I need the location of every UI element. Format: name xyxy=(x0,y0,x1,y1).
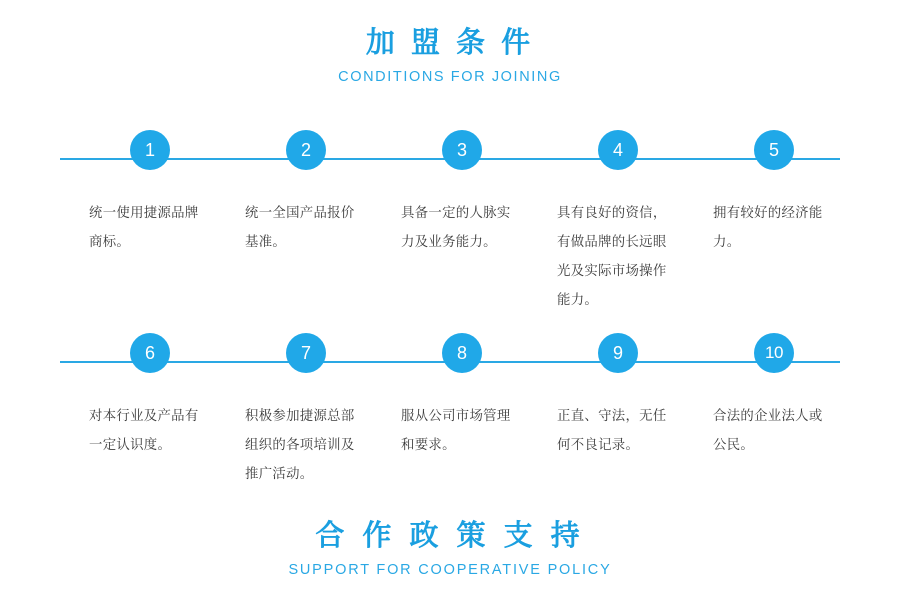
bottom-heading-block xyxy=(0,519,900,578)
step-description: 统一使用捷源品牌商标。 xyxy=(89,205,199,249)
step-item xyxy=(372,333,528,452)
step-description: 服从公司市场管理和要求。 xyxy=(401,408,511,452)
step-item xyxy=(60,130,216,249)
step-item xyxy=(372,130,528,249)
step-number-badge: 6 xyxy=(130,333,170,373)
step-item xyxy=(216,130,372,249)
step-number-badge: 9 xyxy=(598,333,638,373)
step-item xyxy=(528,130,684,307)
step-description: 统一全国产品报价基准。 xyxy=(245,205,355,249)
step-number-badge: 1 xyxy=(130,130,170,170)
step-number-badge: 4 xyxy=(598,130,638,170)
step-description: 具有良好的资信，有做品牌的长远眼光及实际市场操作能力。 xyxy=(557,205,667,307)
top-heading-block xyxy=(0,26,900,85)
step-number-badge: 5 xyxy=(754,130,794,170)
step-number-badge: 2 xyxy=(286,130,326,170)
steps-list-2 xyxy=(60,333,840,481)
bottom-title: 合 作 政 策 支 持 xyxy=(315,520,585,552)
page-subtitle: CONDITIONS FOR JOINING xyxy=(338,68,562,85)
step-item xyxy=(528,333,684,452)
step-item xyxy=(684,333,840,452)
step-description: 正直、守法，无任何不良记录。 xyxy=(557,408,667,452)
step-item xyxy=(684,130,840,249)
step-description: 对本行业及产品有一定认识度。 xyxy=(89,408,199,452)
step-description: 合法的企业法人或公民。 xyxy=(713,408,823,452)
step-item xyxy=(216,333,372,481)
step-number-badge: 8 xyxy=(442,333,482,373)
step-number-badge: 10 xyxy=(754,333,794,373)
step-item xyxy=(60,333,216,452)
bottom-subtitle: SUPPORT FOR COOPERATIVE POLICY xyxy=(288,561,612,578)
page-title: 加 盟 条 件 xyxy=(365,27,535,59)
step-number-badge: 3 xyxy=(442,130,482,170)
steps-list-1 xyxy=(60,130,840,307)
step-description: 积极参加捷源总部组织的各项培训及推广活动。 xyxy=(245,408,355,481)
step-number-badge: 7 xyxy=(286,333,326,373)
step-description: 拥有较好的经济能力。 xyxy=(713,205,823,249)
step-description: 具备一定的人脉实力及业务能力。 xyxy=(401,205,511,249)
